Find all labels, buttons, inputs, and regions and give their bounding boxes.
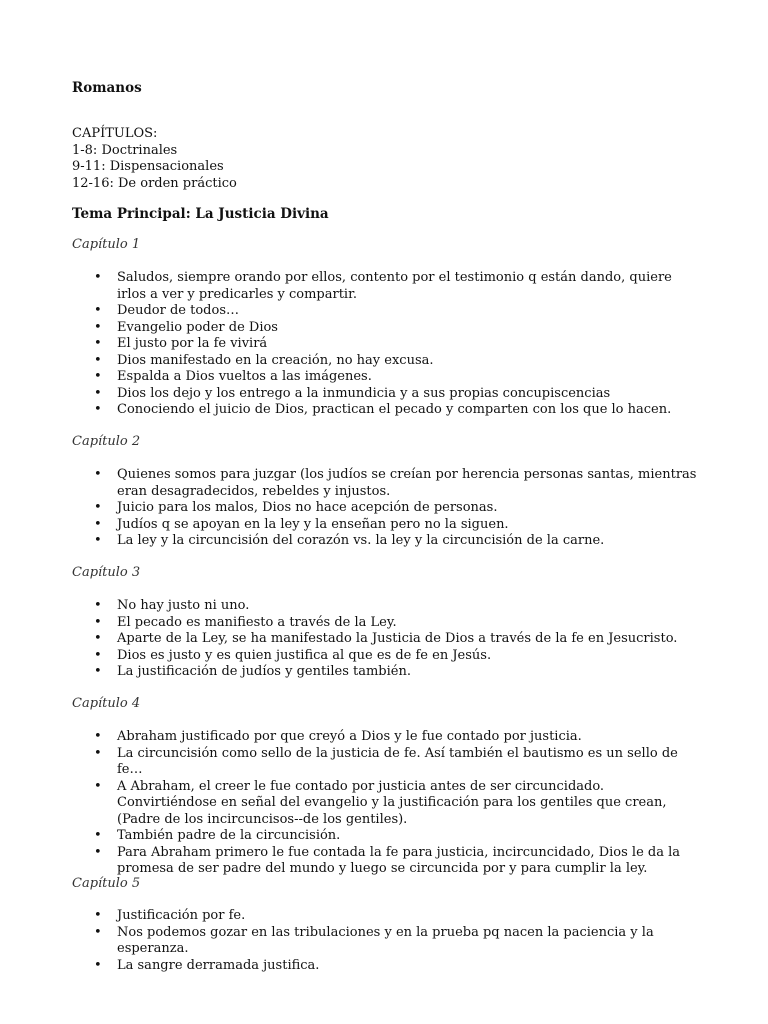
list-item: • Dios los dejo y los entrego a la inmundicia y a sus propias concupiscencias [94,385,611,401]
list-item: • Abraham justificado por que creyó a Dios y le fue contado por justicia. [94,729,582,744]
list-item: • La ley y la circuncisión del corazón vs. la ley y la circuncisión de la carne. [94,533,605,548]
bullet-icon: • [94,270,102,285]
chapter-group: 12-16: De orden práctico [72,175,237,191]
list-item: • Aparte de la Ley, se ha manifestado la Justicia de Dios a través de la fe en Jesucristo. [94,631,678,646]
chapter-group: 1-8: Doctrinales [72,142,178,158]
bullet-icon: • [94,500,102,515]
bullet-icon: • [94,631,102,646]
bullet-icon: • [94,614,102,630]
bullet-icon: • [94,957,102,973]
list-item: • A Abraham, el creer le fue contado por justicia antes de ser circuncidado. Convirtiéndose en señal del evangelio y la justificación para los gentiles que crean, (Padre de los incircuncisos--de los gentiles). [94,778,667,827]
list-item: • Quienes somos para juzgar (los judíos se creían por herencia personas santas, mientras eran desagradecidos, rebeldes y injustos. [94,467,697,499]
list-item: • Saludos, siempre orando por ellos, contento por el testimonio q están dando, quiere irlos a ver y predicarles y compartir. [94,270,672,302]
bullet-icon: • [94,844,102,860]
bullet-list [72,467,702,550]
bullet-icon: • [94,745,102,761]
list-item: • Nos podemos gozar en las tribulaciones y en la prueba pq nacen la paciencia y la esperanza. [94,924,654,956]
bullet-icon: • [94,908,102,923]
chapter-group: 9-11: Dispensacionales [72,159,224,174]
list-item: • Dios manifestado en la creación, no hay excusa. [94,352,434,368]
bullet-icon: • [94,647,102,663]
bullet-icon: • [94,352,102,368]
bullet-list [72,908,702,974]
chapter-heading: Capítulo 4 [72,696,141,711]
chapter-heading: Capítulo 3 [72,565,141,580]
bullet-list [72,598,702,681]
bullet-icon: • [94,319,102,335]
list-item: • Conociendo el juicio de Dios, practican el pecado y comparten con los que lo hacen. [94,402,672,417]
list-item: • El justo por la fe vivirá [94,336,268,351]
list-item: • Para Abraham primero le fue contada la fe para justicia, incircuncidado, Dios le da la promesa de ser padre del mundo y luego se circuncida por y para cumplir la ley. [94,844,681,876]
chapter-heading: Capítulo 5 [72,876,141,891]
chapters-label: CAPÍTULOS: [72,126,158,141]
list-item: • También padre de la circuncisión. [94,828,341,843]
bullet-icon: • [94,828,102,843]
list-item: • Judíos q se apoyan en la ley y la enseñan pero no la siguen. [94,516,509,532]
list-item: • Juicio para los malos, Dios no hace acepción de personas. [94,500,498,515]
bullet-icon: • [94,303,102,318]
bullet-icon: • [94,336,102,351]
bullet-icon: • [94,729,102,744]
list-item: • El pecado es manifiesto a través de la Ley. [94,614,397,630]
bullet-list [72,270,702,419]
list-item: • Deudor de todos… [94,303,240,318]
bullet-icon: • [94,664,102,679]
list-item: • Evangelio poder de Dios [94,319,278,335]
list-item: • No hay justo ni uno. [94,598,250,613]
bullet-icon: • [94,924,102,940]
chapter-heading: Capítulo 2 [72,434,141,449]
bullet-icon: • [94,533,102,548]
document-title: Romanos [72,80,142,96]
list-item: • Espalda a Dios vueltos a las imágenes. [94,369,372,384]
bullet-icon: • [94,369,102,384]
bullet-icon: • [94,598,102,613]
bullet-icon: • [94,516,102,532]
list-item: • La circuncisión como sello de la justicia de fe. Así también el bautismo es un sello de fe… [94,745,678,777]
bullet-icon: • [94,402,102,417]
chapters-block [72,126,237,192]
list-item: • La justificación de judíos y gentiles también. [94,664,411,679]
chapter-heading: Capítulo 1 [72,237,141,252]
bullet-icon: • [94,467,102,482]
bullet-icon: • [94,778,102,794]
list-item: • Justificación por fe. [94,908,246,923]
bullet-icon: • [94,385,102,401]
list-item: • La sangre derramada justifica. [94,957,320,973]
bullet-list [72,729,702,878]
list-item: • Dios es justo y es quien justifica al que es de fe en Jesús. [94,647,492,663]
main-theme-heading: Tema Principal: La Justicia Divina [72,206,329,222]
